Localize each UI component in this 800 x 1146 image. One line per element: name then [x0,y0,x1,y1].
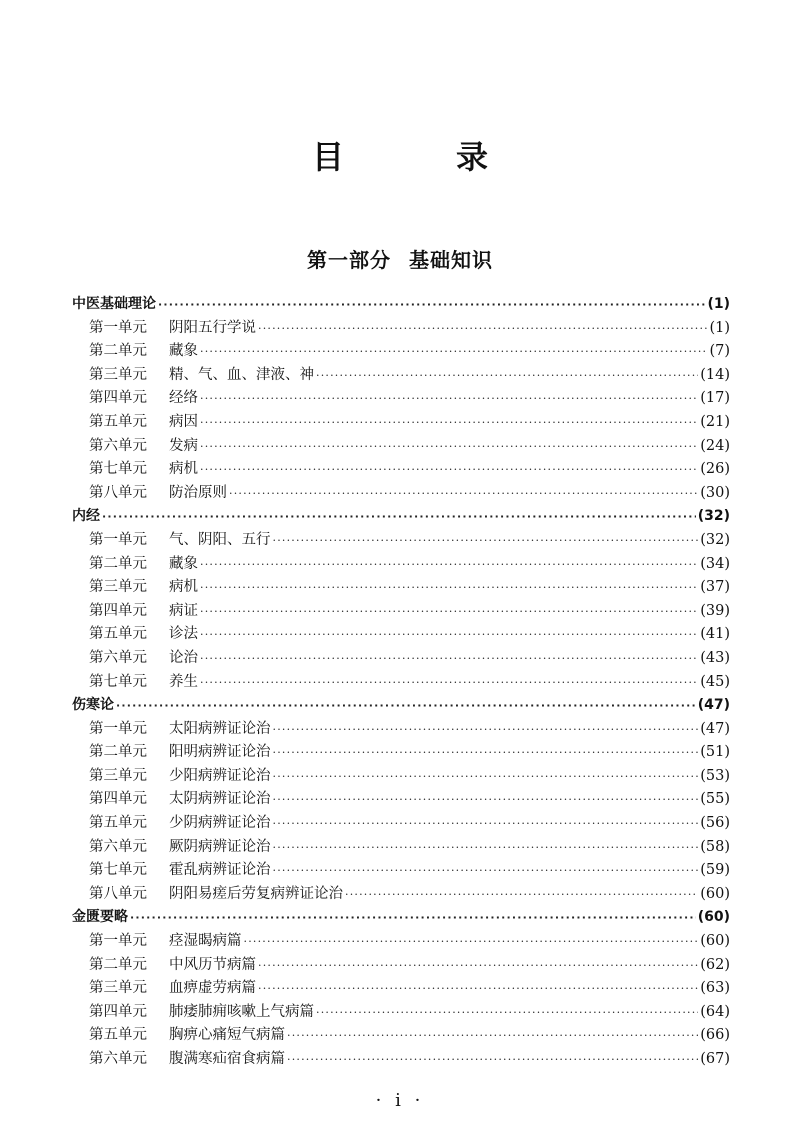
dot-leader [200,647,698,671]
unit-title: 病机 [169,579,198,596]
page-ref: (41) [700,626,730,643]
unit-title: 阳明病辨证论治 [169,744,271,761]
page-ref: (62) [700,956,730,973]
toc-unit-entry[interactable] [72,340,730,364]
dot-leader [273,765,699,789]
page-ref: (59) [700,862,730,879]
dot-leader [102,505,696,529]
toc-unit-entry[interactable] [72,482,730,506]
page-ref: (64) [700,1003,730,1020]
unit-title: 气、阴阳、五行 [169,531,271,548]
dot-leader [200,553,698,577]
dot-leader [287,1048,698,1072]
section-title: 金匮要略 [72,909,128,926]
unit-title: 精、气、血、津液、神 [169,366,314,383]
page-ref: (34) [700,555,730,572]
toc-section-entry[interactable] [72,694,730,718]
page-ref: (60) [700,933,730,950]
dot-leader [258,317,707,341]
unit-number: 第五单元 [89,413,147,430]
page-ref: (55) [700,791,730,808]
dot-leader [200,435,698,459]
unit-title: 胸痹心痛短气病篇 [169,1027,285,1044]
toc-unit-entry[interactable] [72,364,730,388]
unit-title: 发病 [169,437,198,454]
dot-leader [258,977,698,1001]
toc-unit-entry[interactable] [72,812,730,836]
page-ref: (51) [700,744,730,761]
part-heading [0,244,800,273]
page-ref: (37) [700,579,730,596]
toc-section-entry[interactable] [72,293,730,317]
unit-title: 防治原则 [169,484,227,501]
unit-title: 霍乱病辨证论治 [169,862,271,879]
toc-unit-entry[interactable] [72,317,730,341]
unit-title: 病因 [169,413,198,430]
dot-leader [273,529,699,553]
unit-number: 第四单元 [89,602,147,619]
toc-unit-entry[interactable] [72,387,730,411]
dot-leader [244,930,699,954]
dot-leader [316,364,698,388]
unit-title: 太阳病辨证论治 [169,720,271,737]
page-ref: (47) [697,697,730,714]
unit-title: 论治 [169,649,198,666]
unit-number: 第二单元 [89,744,147,761]
dot-leader [287,1024,698,1048]
page-ref: (67) [700,1051,730,1067]
unit-title: 养生 [169,673,198,690]
page-ref: (60) [700,885,730,902]
page-ref: (1) [709,319,730,336]
unit-number: 第五单元 [89,626,147,643]
page-number: · i · [375,1090,425,1111]
toc-unit-entry[interactable] [72,553,730,577]
unit-title: 阴阳易瘥后劳复病辨证论治 [169,885,343,902]
page-ref: (66) [700,1027,730,1044]
page-ref: (1) [707,296,730,312]
toc-unit-entry[interactable] [72,529,730,553]
dot-leader [200,623,698,647]
unit-number: 第七单元 [89,461,147,478]
page-ref: (63) [700,980,730,997]
unit-number: 第六单元 [89,838,147,855]
unit-number: 第五单元 [89,815,147,832]
toc-unit-entry[interactable] [72,1024,730,1048]
dot-leader [273,836,699,860]
toc-unit-entry[interactable] [72,859,730,883]
part-name: 基础知识 [409,248,493,272]
toc-unit-entry[interactable] [72,600,730,624]
toc-unit-entry[interactable] [72,954,730,978]
toc-unit-entry[interactable] [72,411,730,435]
unit-number: 第四单元 [89,1003,147,1020]
section-title: 内经 [72,508,100,525]
dot-leader [273,812,699,836]
toc-unit-entry[interactable] [72,458,730,482]
dot-leader [200,458,698,482]
toc-section-entry[interactable] [72,505,730,529]
toc-unit-entry[interactable] [72,930,730,954]
page-ref: (43) [700,649,730,666]
unit-number: 第八单元 [89,484,147,501]
unit-number: 第四单元 [89,390,147,407]
page-ref: (47) [700,720,730,737]
unit-number: 第六单元 [89,437,147,454]
unit-number: 第三单元 [89,366,147,383]
unit-title: 藏象 [169,555,198,572]
dot-leader [200,671,698,695]
unit-number: 第四单元 [89,791,147,808]
unit-number: 第一单元 [89,720,147,737]
unit-title: 病机 [169,461,198,478]
dot-leader [200,600,698,624]
unit-number: 第八单元 [89,885,147,902]
dot-leader [273,788,699,812]
unit-number: 第七单元 [89,862,147,879]
toc-unit-entry[interactable] [72,718,730,742]
unit-title: 阴阳五行学说 [169,319,256,336]
unit-number: 第一单元 [89,319,147,336]
page-ref: (39) [700,602,730,619]
unit-title: 少阴病辨证论治 [169,815,271,832]
page-ref: (21) [700,413,730,430]
toc-section-entry[interactable] [72,906,730,930]
unit-number: 第三单元 [89,767,147,784]
part-prefix: 第一部分 [307,248,391,272]
unit-title: 腹满寒疝宿食病篇 [169,1051,285,1067]
unit-title: 痉湿暍病篇 [169,933,242,950]
unit-number: 第六单元 [89,1051,147,1067]
unit-number: 第七单元 [89,673,147,690]
dot-leader [273,718,699,742]
unit-title: 太阴病辨证论治 [169,791,271,808]
dot-leader [116,694,696,718]
unit-title: 少阳病辨证论治 [169,767,271,784]
section-title: 中医基础理论 [72,296,156,312]
dot-leader [229,482,698,506]
dot-leader [130,906,696,930]
unit-title: 藏象 [169,343,198,360]
unit-number: 第六单元 [89,649,147,666]
toc-unit-entry[interactable] [72,1001,730,1025]
unit-title: 中风历节病篇 [169,956,256,973]
unit-number: 第一单元 [89,531,147,548]
unit-number: 第三单元 [89,980,147,997]
unit-title: 经络 [169,390,198,407]
dot-leader [258,954,698,978]
toc-unit-entry[interactable] [72,836,730,860]
toc-unit-entry[interactable] [72,883,730,907]
toc-unit-entry[interactable] [72,788,730,812]
unit-title: 诊法 [169,626,198,643]
toc-unit-entry[interactable] [72,671,730,695]
page-ref: (58) [700,838,730,855]
page-ref: (26) [700,461,730,478]
page-ref: (53) [700,767,730,784]
dot-leader [200,411,698,435]
page-ref: (56) [700,815,730,832]
page-ref: (24) [700,437,730,454]
unit-number: 第二单元 [89,343,147,360]
unit-title: 厥阴病辨证论治 [169,838,271,855]
unit-title: 血痹虚劳病篇 [169,980,256,997]
page-ref: (32) [700,531,730,548]
section-title: 伤寒论 [72,697,114,714]
toc-unit-entry[interactable] [72,576,730,600]
unit-number: 第三单元 [89,579,147,596]
toc-unit-entry[interactable] [72,765,730,789]
toc-unit-entry[interactable] [72,647,730,671]
dot-leader [158,293,705,317]
page-ref: (14) [700,366,730,383]
toc-unit-entry[interactable] [72,741,730,765]
dot-leader [200,387,698,411]
page-ref: (32) [697,508,730,525]
page-title: 目 录 [311,138,528,176]
dot-leader [316,1001,698,1025]
dot-leader [273,859,699,883]
page-ref: (60) [697,909,730,926]
dot-leader [200,340,707,364]
toc-unit-entry[interactable] [72,1048,730,1072]
page-ref: (17) [700,390,730,407]
toc-unit-entry[interactable] [72,977,730,1001]
unit-title: 肺痿肺痈咳嗽上气病篇 [169,1003,314,1020]
toc-unit-entry[interactable] [72,623,730,647]
page-ref: (45) [700,673,730,690]
unit-number: 第二单元 [89,956,147,973]
dot-leader [345,883,698,907]
dot-leader [200,576,698,600]
toc-unit-entry[interactable] [72,435,730,459]
page-ref: (7) [709,343,730,360]
unit-number: 第一单元 [89,933,147,950]
page-ref: (30) [700,484,730,501]
table-of-contents [72,293,730,1072]
dot-leader [273,741,699,765]
unit-number: 第五单元 [89,1027,147,1044]
unit-number: 第二单元 [89,555,147,572]
unit-title: 病证 [169,602,198,619]
